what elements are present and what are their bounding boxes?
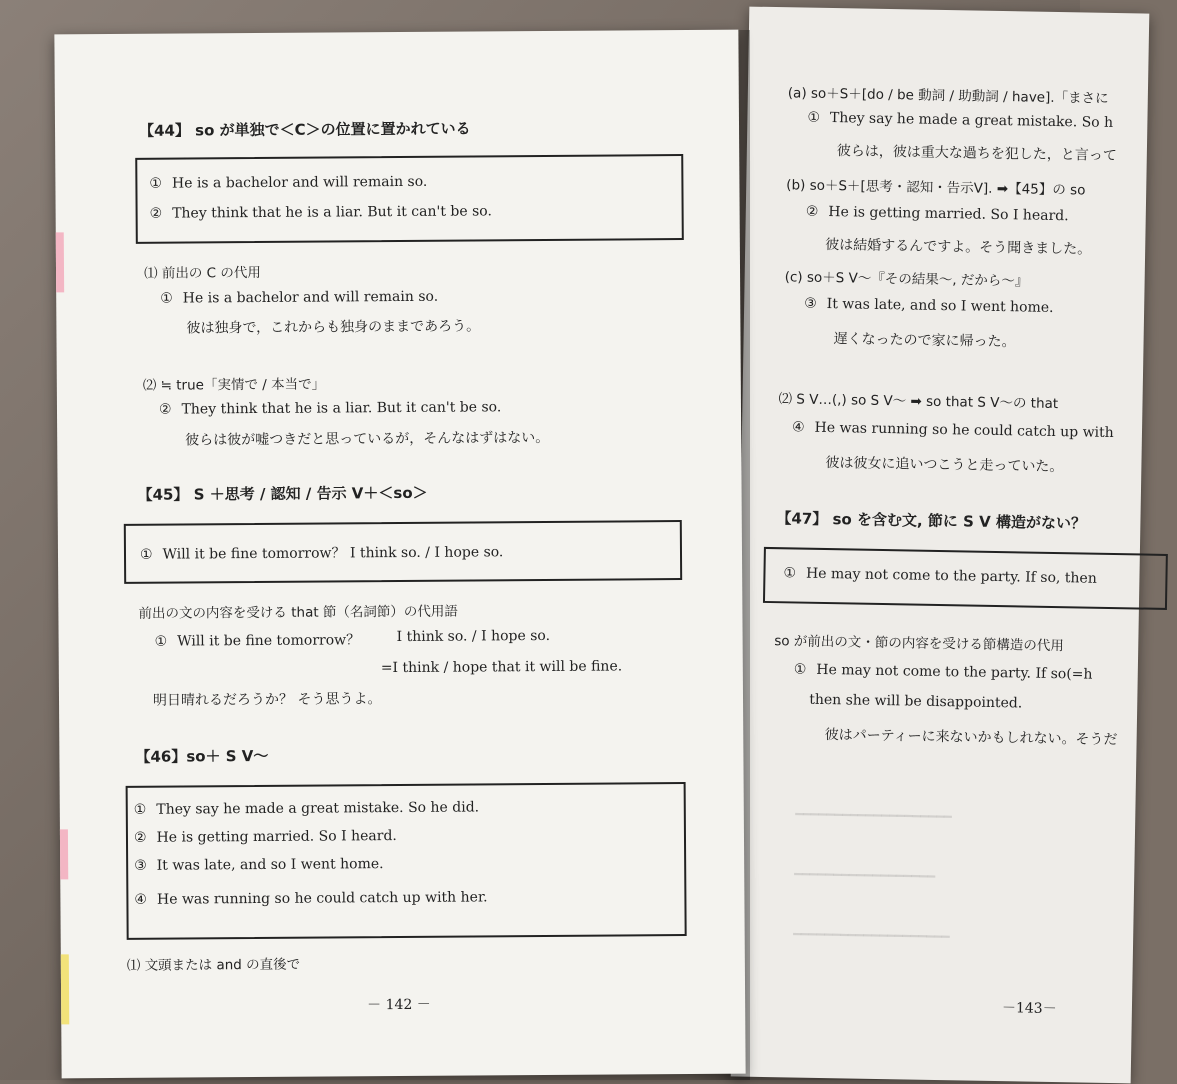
point-2-label: ⑵ S V…(,) so S V～ ➡ so that S V～の that	[778, 391, 1059, 413]
example-line: ① He is a bachelor and will remain so.	[149, 173, 428, 192]
example-line: ① He may not come to the party. If so, then	[783, 565, 1097, 587]
page-tab-pink	[56, 232, 64, 292]
page-number: － 142 －	[367, 996, 431, 1014]
translation-line: 遅くなったので家に帰った。	[833, 331, 1016, 351]
page-tab-yellow	[61, 954, 69, 1024]
example-line: ① Will it be fine tomorrow？	[154, 632, 361, 650]
example-line: ② He is getting married. So I heard.	[805, 203, 1069, 225]
section-46-heading: 【46】so＋ S V～	[135, 746, 269, 766]
point-2-label: ⑵ ≒ true「実情で / 本当で」	[142, 376, 326, 394]
bleed-through-text: ━━━━━━━━━━━━━━━━━━━━	[793, 927, 950, 946]
example-line-answer: I think so. / I hope so.	[396, 627, 551, 646]
translation-line: 彼はパーティーに来ないかもしれない。そうだ	[824, 727, 1118, 749]
example-line: ① They say he made a great mistake. So h	[807, 109, 1114, 131]
example-line: ① They say he made a great mistake. So he did.	[133, 799, 480, 818]
section-46-example-box	[126, 782, 687, 940]
example-line-continued: then she will be disappointed.	[809, 691, 1023, 712]
example-line: ③ It was late, and so I went home.	[804, 295, 1054, 316]
section-47-example-box	[763, 547, 1168, 610]
section-44-heading: 【44】 so が単独で＜C＞の位置に置かれている	[138, 119, 471, 140]
subsection-a-label: (a) so＋S＋[do / be 動詞 / 助動詞 / have].「まさに	[787, 85, 1109, 107]
translation-line: 彼は彼女に追いつこうと走っていた。	[825, 454, 1064, 476]
example-line: ① He may not come to the party. If so(=h	[793, 661, 1093, 683]
page-number: －143－	[1001, 1000, 1057, 1018]
right-page	[731, 7, 1150, 1084]
example-line: ② He is getting married. So I heard.	[133, 828, 397, 846]
example-line: ① He is a bachelor and will remain so.	[160, 288, 439, 307]
section-47-heading: 【47】 so を含む文, 節に S V 構造がない？	[776, 509, 1087, 533]
bleed-through-text: ━━━━━━━━━━━━━━━━━━	[794, 867, 936, 885]
section-45-example-box	[124, 520, 682, 584]
subsection-b-label: (b) so＋S＋[思考・認知・告示V]. ➡【45】の so	[786, 177, 1086, 199]
section-47-description: so が前出の文・節の内容を受ける節構造の代用	[774, 633, 1064, 655]
point-1-label: ⑴ 文頭または and の直後で	[126, 956, 301, 974]
section-44-example-box	[135, 154, 684, 244]
point-1-label: ⑴ 前出の C の代用	[143, 264, 261, 282]
example-line: ② They think that he is a liar. But it can't be so.	[158, 399, 502, 418]
example-line: ④ He was running so he could catch up with her.	[134, 889, 488, 908]
translation-line: 彼らは，彼は重大な過ちを犯した，と言って	[836, 143, 1117, 165]
left-page	[54, 30, 745, 1079]
subsection-c-label: (c) so＋S V～『その結果～, だから～』	[784, 269, 1029, 290]
translation-line: 彼は独身で，これからも独身のままであろう。	[186, 318, 481, 337]
example-line: ① Will it be fine tomorrow？ I think so. / I hope so.	[139, 544, 504, 563]
bleed-through-text: ━━━━━━━━━━━━━━━━━━━━	[795, 807, 952, 826]
example-line: ③ It was late, and so I went home.	[134, 856, 384, 874]
translation-line: 明日晴れるだろうか？ そう思うよ。	[152, 691, 382, 709]
translation-line: 彼らは彼が嘘つきだと思っているが，そんなはずはない。	[185, 429, 550, 449]
example-line: ② They think that he is a liar. But it can't be so.	[149, 203, 492, 222]
page-tab-pink	[60, 829, 68, 879]
section-45-description: 前出の文の内容を受ける that 節（名詞節）の代用語	[138, 603, 458, 622]
translation-line: 彼は結婚するんですよ。そう聞きました。	[825, 236, 1092, 258]
section-45-heading: 【45】 S ＋思考 / 認知 / 告示 V＋＜so＞	[137, 483, 428, 504]
example-line: ④ He was running so he could catch up with	[791, 419, 1114, 442]
paraphrase-line: =I think / hope that it will be fine.	[380, 658, 623, 677]
